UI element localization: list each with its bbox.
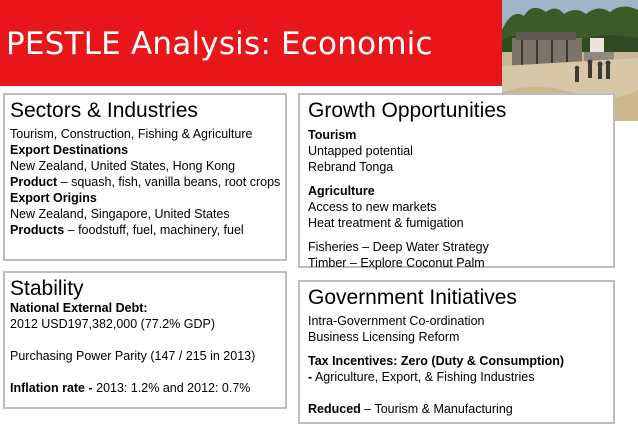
- reduced-label: Reduced: [308, 402, 361, 416]
- agriculture-line-1: Access to new markets: [308, 200, 437, 214]
- agriculture-line-2: Heat treatment & fumigation: [308, 216, 464, 230]
- agriculture-label: Agriculture: [308, 184, 375, 198]
- government-heading: Government Initiatives: [308, 286, 517, 309]
- debt-value: 2012 USD197,382,000 (77.2% GDP): [10, 317, 215, 331]
- product-label: Product: [10, 175, 58, 189]
- stability-heading: Stability: [10, 277, 84, 300]
- tourism-label: Tourism: [308, 128, 357, 142]
- export-destinations-label: Export Destinations: [10, 143, 129, 157]
- ppp-text: Purchasing Power Parity (147 / 215 in 2013): [10, 349, 256, 363]
- fisheries-text: Fisheries – Deep Water Strategy: [308, 240, 489, 254]
- tax-dash: -: [308, 370, 313, 384]
- inflation-label: Inflation rate -: [10, 381, 93, 395]
- government-initiatives-box: [298, 280, 615, 424]
- debt-label: National External Debt:: [10, 301, 148, 315]
- growth-opportunities-box: [298, 93, 615, 268]
- export-destinations-text: New Zealand, United States, Hong Kong: [10, 159, 236, 173]
- government-line-2: Business Licensing Reform: [308, 330, 460, 344]
- product-text: – squash, fish, vanilla beans, root crops: [57, 175, 281, 189]
- tax-incentives-text: Agriculture, Export, & Fishing Industries: [312, 370, 535, 384]
- sectors-list: Tourism, Construction, Fishing & Agriculture: [10, 127, 253, 141]
- tax-incentives-label: Tax Incentives: Zero (Duty & Consumption): [308, 354, 565, 368]
- slide-title: PESTLE Analysis: Economic: [6, 26, 433, 62]
- products-text: – foodstuff, fuel, machinery, fuel: [64, 223, 244, 237]
- growth-heading: Growth Opportunities: [308, 99, 507, 122]
- sectors-industries-box: [3, 93, 287, 261]
- sectors-heading: Sectors & Industries: [10, 99, 198, 122]
- stability-box: [3, 271, 287, 409]
- tourism-line-1: Untapped potential: [308, 144, 413, 158]
- tourism-line-2: Rebrand Tonga: [308, 160, 394, 174]
- reduced-text: – Tourism & Manufacturing: [360, 402, 513, 416]
- inflation-value: 2013: 1.2% and 2012: 0.7%: [92, 381, 251, 395]
- export-origins-label: Export Origins: [10, 191, 97, 205]
- government-line-1: Intra-Government Co-ordination: [308, 314, 485, 328]
- timber-text: Timber – Explore Coconut Palm: [308, 256, 485, 270]
- export-origins-text: New Zealand, Singapore, United States: [10, 207, 230, 221]
- products-label: Products: [10, 223, 65, 237]
